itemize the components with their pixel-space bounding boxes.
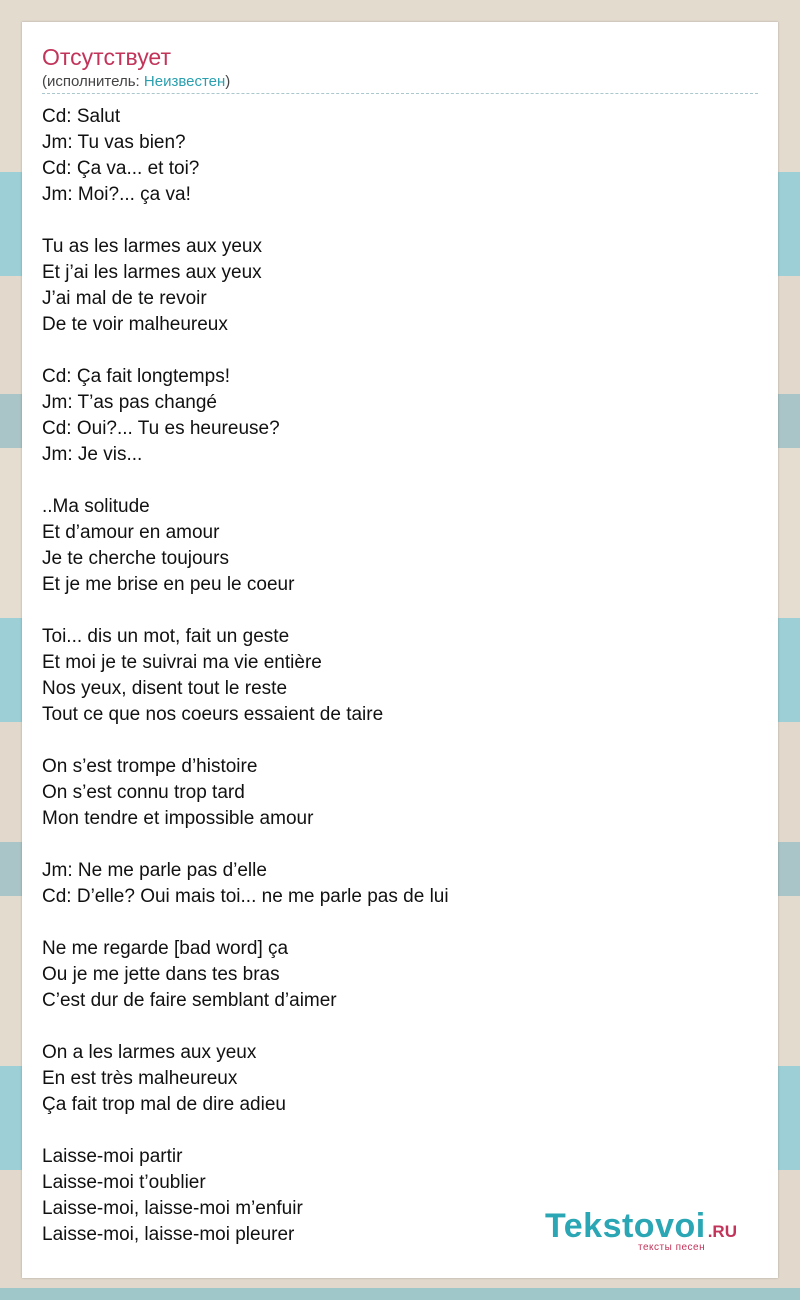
- artist-line: [42, 73, 230, 91]
- lyrics-card: [22, 22, 778, 1278]
- lyrics-blank-line: [42, 832, 758, 858]
- lyrics-blank-line: [42, 1118, 758, 1144]
- lyrics-blank-line: [42, 598, 758, 624]
- lyrics-line: Toi... dis un mot, fait un geste: [42, 626, 290, 647]
- lyrics-line: Tu as les larmes aux yeux: [42, 236, 262, 257]
- lyrics-line: Et d’amour en amour: [42, 522, 220, 543]
- lyrics-line: Tout ce que nos coeurs essaient de taire: [42, 704, 384, 725]
- lyrics-line: J’ai mal de te revoir: [42, 288, 207, 309]
- lyrics-line: En est très malheureux: [42, 1068, 238, 1089]
- lyrics-line: Jm: Je vis...: [42, 444, 143, 465]
- lyrics-line: Laisse-moi partir: [42, 1146, 183, 1167]
- lyrics-blank-line: [42, 468, 758, 494]
- lyrics-line: Ça fait trop mal de dire adieu: [42, 1094, 286, 1115]
- lyrics-line: Cd: Salut: [42, 106, 121, 127]
- lyrics-line: Ne me regarde [bad word] ça: [42, 938, 289, 959]
- artist-link[interactable]: Неизвестен: [143, 73, 226, 90]
- lyrics-blank-line: [42, 208, 758, 234]
- lyrics-line: Cd: Ça fait longtemps!: [42, 366, 230, 387]
- lyrics-line: Mon tendre et impossible amour: [42, 808, 314, 829]
- lyrics-line: Laisse-moi, laisse-moi pleurer: [42, 1224, 295, 1245]
- lyrics-line: Jm: Ne me parle pas d’elle: [42, 860, 267, 881]
- lyrics-line: Cd: Oui?... Tu es heureuse?: [42, 418, 280, 439]
- lyrics-line: Jm: Tu vas bien?: [42, 132, 186, 153]
- lyrics-text: [42, 104, 758, 1248]
- lyrics-line: On a les larmes aux yeux: [42, 1042, 257, 1063]
- lyrics-line: On s’est trompe d’histoire: [42, 756, 258, 777]
- lyrics-line: ..Ma solitude: [42, 496, 150, 517]
- lyrics-blank-line: [42, 1014, 758, 1040]
- lyrics-line: Et moi je te suivrai ma vie entière: [42, 652, 322, 673]
- lyrics-blank-line: [42, 910, 758, 936]
- lyrics-line: Ou je me jette dans tes bras: [42, 964, 280, 985]
- logo-tagline: тексты песен: [638, 1242, 706, 1253]
- header-divider: [42, 93, 758, 94]
- lyrics-line: Nos yeux, disent tout le reste: [42, 678, 288, 699]
- lyrics-line: Jm: Moi?... ça va!: [42, 184, 191, 205]
- lyrics-blank-line: [42, 338, 758, 364]
- site-logo[interactable]: [545, 1207, 737, 1253]
- bottom-strip: [0, 1288, 800, 1300]
- lyrics-blank-line: [42, 728, 758, 754]
- lyrics-line: Laisse-moi t’oublier: [42, 1172, 206, 1193]
- lyrics-line: Je te cherche toujours: [42, 548, 229, 569]
- lyrics-line: Et j’ai les larmes aux yeux: [42, 262, 262, 283]
- lyrics-line: Et je me brise en peu le coeur: [42, 574, 295, 595]
- lyrics-line: De te voir malheureux: [42, 314, 228, 335]
- lyrics-line: Laisse-moi, laisse-moi m’enfuir: [42, 1198, 303, 1219]
- song-title: Отсутствует: [42, 44, 171, 70]
- artist-prefix: (исполнитель:: [42, 73, 140, 90]
- lyrics-line: Cd: Ça va... et toi?: [42, 158, 200, 179]
- lyrics-line: Jm: T’as pas changé: [42, 392, 217, 413]
- lyrics-line: On s’est connu trop tard: [42, 782, 245, 803]
- artist-suffix: ): [225, 73, 231, 90]
- lyrics-line: C’est dur de faire semblant d’aimer: [42, 990, 337, 1011]
- logo-name: Tekstovoi: [545, 1207, 706, 1245]
- logo-tld: .RU: [707, 1222, 737, 1241]
- lyrics-line: Cd: D’elle? Oui mais toi... ne me parle pas de lui: [42, 886, 449, 907]
